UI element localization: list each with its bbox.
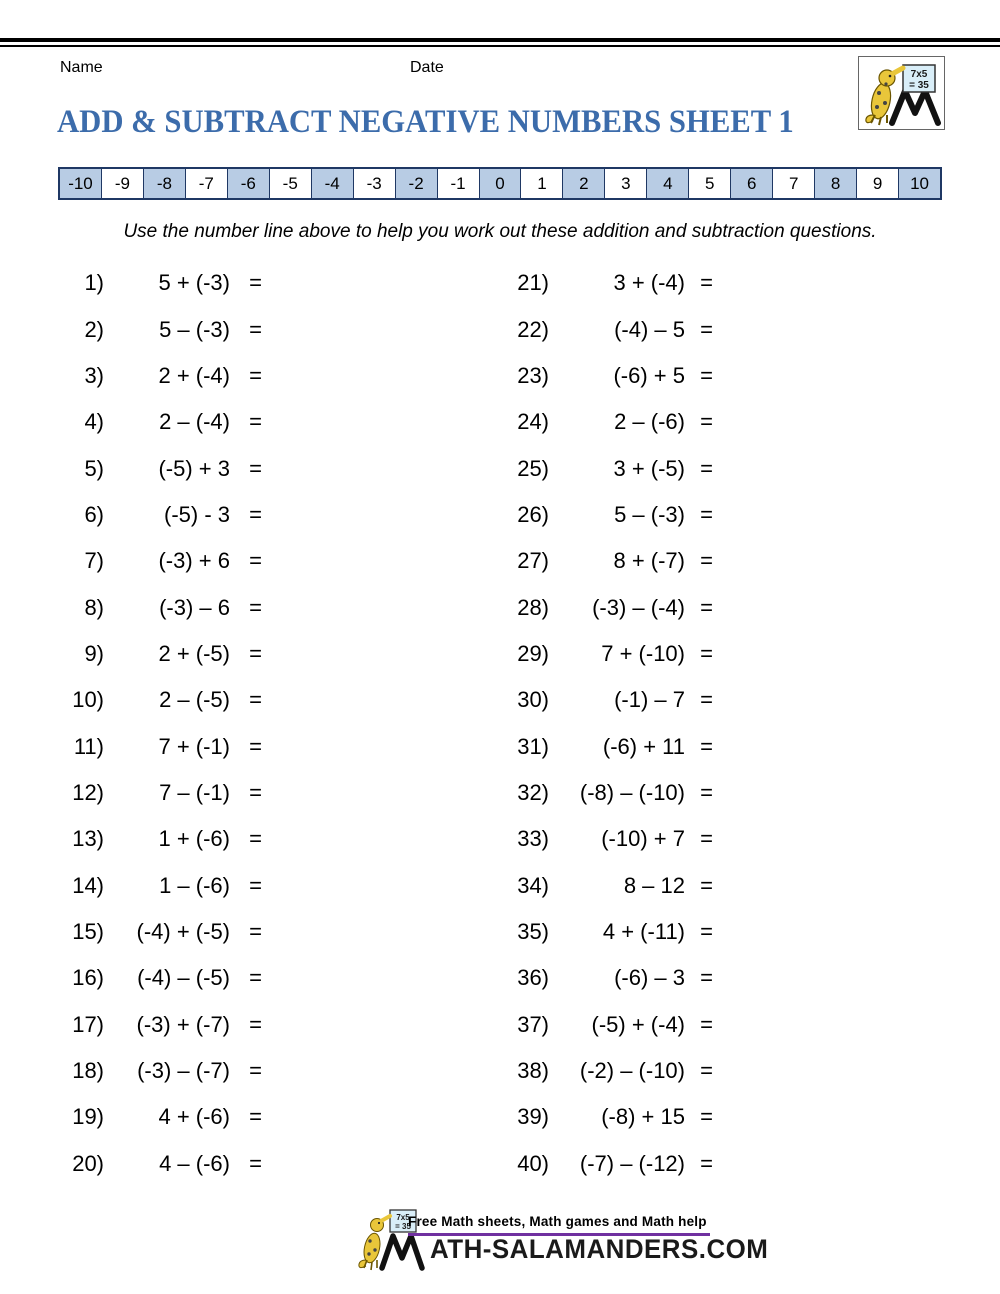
equals-sign: =: [700, 640, 713, 666]
problem-expression: (-6) – 3: [614, 965, 685, 991]
problem-expression: 4 + (-11): [602, 918, 685, 944]
problem-number: 19): [72, 1104, 104, 1130]
problem-row: [60, 1048, 262, 1094]
problem-expression: 2 – (-6): [614, 409, 685, 435]
top-rule-thin: [0, 45, 1000, 47]
problem-expression: 4 + (-6): [158, 1104, 230, 1130]
problem-number: 34): [517, 872, 549, 898]
problem-expression: (-4) – (-5): [137, 965, 230, 991]
equals-sign: =: [249, 1104, 262, 1130]
svg-text:7x5: 7x5: [396, 1213, 410, 1222]
problem-number: 21): [517, 270, 549, 296]
problem-row: [60, 492, 262, 538]
easel-m-icon: [382, 1236, 422, 1268]
problem-expression: 1 – (-6): [159, 872, 230, 898]
problem-number: 40): [517, 1150, 549, 1176]
problem-row: [505, 353, 713, 399]
date-label: Date: [410, 59, 444, 76]
problem-number: 1): [84, 270, 104, 296]
problem-number: 22): [517, 316, 549, 342]
problem-expression: (-5) - 3: [164, 501, 230, 527]
footer-site-name: ATH-SALAMANDERS.COM: [430, 1234, 769, 1264]
equals-sign: =: [700, 965, 713, 991]
problem-number: 18): [72, 1058, 104, 1084]
problem-number: 32): [517, 779, 549, 805]
problem-row: [60, 816, 262, 862]
problem-row: [60, 399, 262, 445]
problem-row: [60, 677, 262, 723]
number-line-cell: 0: [479, 169, 521, 198]
number-line-cell: -6: [227, 169, 269, 198]
problem-row: [505, 909, 713, 955]
problem-row: [60, 538, 262, 584]
instruction-text: Use the number line above to help you work out these addition and subtraction questions.: [123, 221, 877, 242]
problem-expression: (-3) – 6: [159, 594, 230, 620]
problem-expression: 2 + (-5): [158, 640, 230, 666]
problem-expression: 5 – (-3): [614, 501, 685, 527]
number-line-cell: 9: [856, 169, 898, 198]
problem-number: 33): [517, 826, 549, 852]
problem-number: 29): [517, 640, 549, 666]
problem-row: [60, 445, 262, 491]
equals-sign: =: [700, 455, 713, 481]
equals-sign: =: [700, 918, 713, 944]
problem-row: [505, 1141, 713, 1187]
problem-number: 26): [517, 501, 549, 527]
problem-number: 37): [517, 1011, 549, 1037]
problem-expression: (-5) + (-4): [591, 1011, 685, 1037]
equals-sign: =: [700, 733, 713, 759]
problem-number: 23): [517, 362, 549, 388]
number-line-cell: 3: [604, 169, 646, 198]
easel-m-icon: [892, 91, 938, 123]
number-line-cell: -3: [353, 169, 395, 198]
equals-sign: =: [249, 455, 262, 481]
equals-sign: =: [700, 270, 713, 296]
equals-sign: =: [249, 1011, 262, 1037]
problem-row: [60, 1141, 262, 1187]
problem-expression: (-8) – (-10): [579, 779, 685, 805]
problem-number: 20): [72, 1150, 104, 1176]
problem-number: 31): [517, 733, 549, 759]
problem-expression: 2 – (-5): [159, 687, 230, 713]
equals-sign: =: [249, 918, 262, 944]
problem-number: 3): [84, 362, 104, 388]
svg-text:= 35: = 35: [909, 80, 929, 91]
problem-number: 11): [73, 733, 104, 759]
problem-expression: (-3) – (-4): [592, 594, 685, 620]
problem-row: [505, 955, 713, 1001]
problem-number: 27): [517, 548, 549, 574]
problem-number: 8): [84, 594, 104, 620]
problem-row: [505, 584, 713, 630]
problem-number: 24): [517, 409, 549, 435]
number-line-cell: 2: [562, 169, 604, 198]
equals-sign: =: [700, 501, 713, 527]
number-line-cell: -2: [395, 169, 437, 198]
problem-row: [505, 399, 713, 445]
equals-sign: =: [700, 687, 713, 713]
equals-sign: =: [249, 362, 262, 388]
problems-column-left: [60, 260, 262, 1187]
number-line-cell: -9: [101, 169, 143, 198]
salamander-easel-icon: [859, 57, 944, 129]
problem-expression: 3 + (-4): [613, 270, 685, 296]
problem-number: 7): [84, 548, 104, 574]
problem-row: [60, 584, 262, 630]
equals-sign: =: [700, 872, 713, 898]
problem-row: [60, 955, 262, 1001]
equals-sign: =: [700, 1150, 713, 1176]
name-label: Name: [60, 59, 103, 76]
equals-sign: =: [700, 548, 713, 574]
problem-number: 15): [72, 918, 104, 944]
problem-row: [505, 770, 713, 816]
equals-sign: =: [249, 779, 262, 805]
number-line-cell: 6: [730, 169, 772, 198]
equals-sign: =: [249, 1058, 262, 1084]
number-line: [58, 167, 942, 200]
problem-row: [505, 816, 713, 862]
problem-number: 10): [72, 687, 104, 713]
number-line-cell: -1: [437, 169, 479, 198]
equals-sign: =: [249, 826, 262, 852]
problem-row: [60, 723, 262, 769]
number-line-cell: -7: [185, 169, 227, 198]
problem-expression: 3 + (-5): [613, 455, 685, 481]
equals-sign: =: [700, 1011, 713, 1037]
problem-expression: 7 – (-1): [159, 779, 230, 805]
problem-row: [60, 631, 262, 677]
problem-number: 9): [84, 640, 104, 666]
number-line-cell: -5: [269, 169, 311, 198]
problem-expression: (-3) + 6: [158, 548, 230, 574]
problem-row: [60, 770, 262, 816]
equals-sign: =: [249, 872, 262, 898]
problem-row: [505, 1002, 713, 1048]
equals-sign: =: [249, 548, 262, 574]
equals-sign: =: [700, 1058, 713, 1084]
equals-sign: =: [249, 733, 262, 759]
equals-sign: =: [700, 1104, 713, 1130]
number-line-cell: 5: [688, 169, 730, 198]
equals-sign: =: [249, 640, 262, 666]
page-title: ADD & SUBTRACT NEGATIVE NUMBERS SHEET 1: [57, 104, 794, 140]
problem-row: [60, 260, 262, 306]
problem-row: [60, 306, 262, 352]
problem-row: [505, 862, 713, 908]
problem-expression: (-3) – (-7): [137, 1058, 230, 1084]
problem-row: [505, 631, 713, 677]
equals-sign: =: [249, 594, 262, 620]
problem-expression: (-10) + 7: [601, 826, 685, 852]
problem-expression: (-6) + 11: [602, 733, 685, 759]
problem-expression: (-5) + 3: [158, 455, 230, 481]
problem-expression: (-4) – 5: [614, 316, 685, 342]
problem-expression: 8 – 12: [623, 872, 685, 898]
equals-sign: =: [700, 316, 713, 342]
problem-number: 13): [72, 826, 104, 852]
problem-row: [505, 1048, 713, 1094]
problem-expression: (-7) – (-12): [579, 1150, 685, 1176]
number-line-cell: 1: [520, 169, 562, 198]
svg-text:7x5: 7x5: [910, 69, 928, 80]
number-line-cell: -4: [311, 169, 353, 198]
problem-number: 12): [72, 779, 104, 805]
equals-sign: =: [249, 501, 262, 527]
problem-expression: (-6) + 5: [613, 362, 685, 388]
svg-text:= 35: = 35: [395, 1222, 411, 1231]
problem-number: 17): [72, 1011, 104, 1037]
problem-expression: 5 – (-3): [159, 316, 230, 342]
problem-row: [505, 492, 713, 538]
equals-sign: =: [700, 362, 713, 388]
equals-sign: =: [700, 594, 713, 620]
problem-expression: 2 – (-4): [159, 409, 230, 435]
problem-number: 14): [72, 872, 104, 898]
footer-tagline: Free Math sheets, Math games and Math help: [408, 1214, 707, 1229]
number-line-cell: -8: [143, 169, 185, 198]
problem-expression: (-2) – (-10): [579, 1058, 685, 1084]
equals-sign: =: [700, 409, 713, 435]
problem-number: 35): [517, 918, 549, 944]
problem-row: [505, 445, 713, 491]
problem-expression: (-8) + 15: [601, 1104, 685, 1130]
problem-expression: 1 + (-6): [158, 826, 230, 852]
problem-number: 38): [517, 1058, 549, 1084]
problem-expression: (-1) – 7: [614, 687, 685, 713]
equals-sign: =: [700, 826, 713, 852]
problem-row: [505, 677, 713, 723]
equals-sign: =: [249, 1150, 262, 1176]
problem-number: 5): [84, 455, 104, 481]
problems-column-right: [505, 260, 713, 1187]
number-line-cell: -10: [60, 169, 101, 198]
number-line-cell: 4: [646, 169, 688, 198]
problem-row: [60, 1094, 262, 1140]
equals-sign: =: [249, 965, 262, 991]
problem-row: [505, 723, 713, 769]
problem-row: [505, 538, 713, 584]
top-rule-thick: [0, 38, 1000, 42]
problem-row: [60, 1002, 262, 1048]
equals-sign: =: [249, 270, 262, 296]
math-salamanders-logo: [858, 56, 945, 130]
equals-sign: =: [249, 687, 262, 713]
problem-expression: 5 + (-3): [158, 270, 230, 296]
problem-number: 2): [84, 316, 104, 342]
equals-sign: =: [249, 316, 262, 342]
problem-row: [505, 306, 713, 352]
problem-expression: 7 + (-10): [601, 640, 685, 666]
footer: [356, 1206, 769, 1280]
problem-number: 25): [517, 455, 549, 481]
problem-expression: 2 + (-4): [158, 362, 230, 388]
equals-sign: =: [249, 409, 262, 435]
number-line-cell: 10: [898, 169, 940, 198]
number-line-cell: 8: [814, 169, 856, 198]
problem-number: 28): [517, 594, 549, 620]
problem-expression: 4 – (-6): [159, 1150, 230, 1176]
problem-number: 30): [517, 687, 549, 713]
problem-number: 4): [84, 409, 104, 435]
problem-row: [505, 1094, 713, 1140]
problem-row: [60, 353, 262, 399]
number-line-cell: 7: [772, 169, 814, 198]
problem-row: [60, 909, 262, 955]
problem-number: 16): [72, 965, 104, 991]
problem-expression: 7 + (-1): [158, 733, 230, 759]
problem-row: [60, 862, 262, 908]
problem-expression: 8 + (-7): [613, 548, 685, 574]
problem-row: [505, 260, 713, 306]
problem-number: 6): [84, 501, 104, 527]
problem-number: 36): [517, 965, 549, 991]
problem-expression: (-4) + (-5): [136, 918, 230, 944]
equals-sign: =: [700, 779, 713, 805]
problem-expression: (-3) + (-7): [136, 1011, 230, 1037]
problem-number: 39): [517, 1104, 549, 1130]
